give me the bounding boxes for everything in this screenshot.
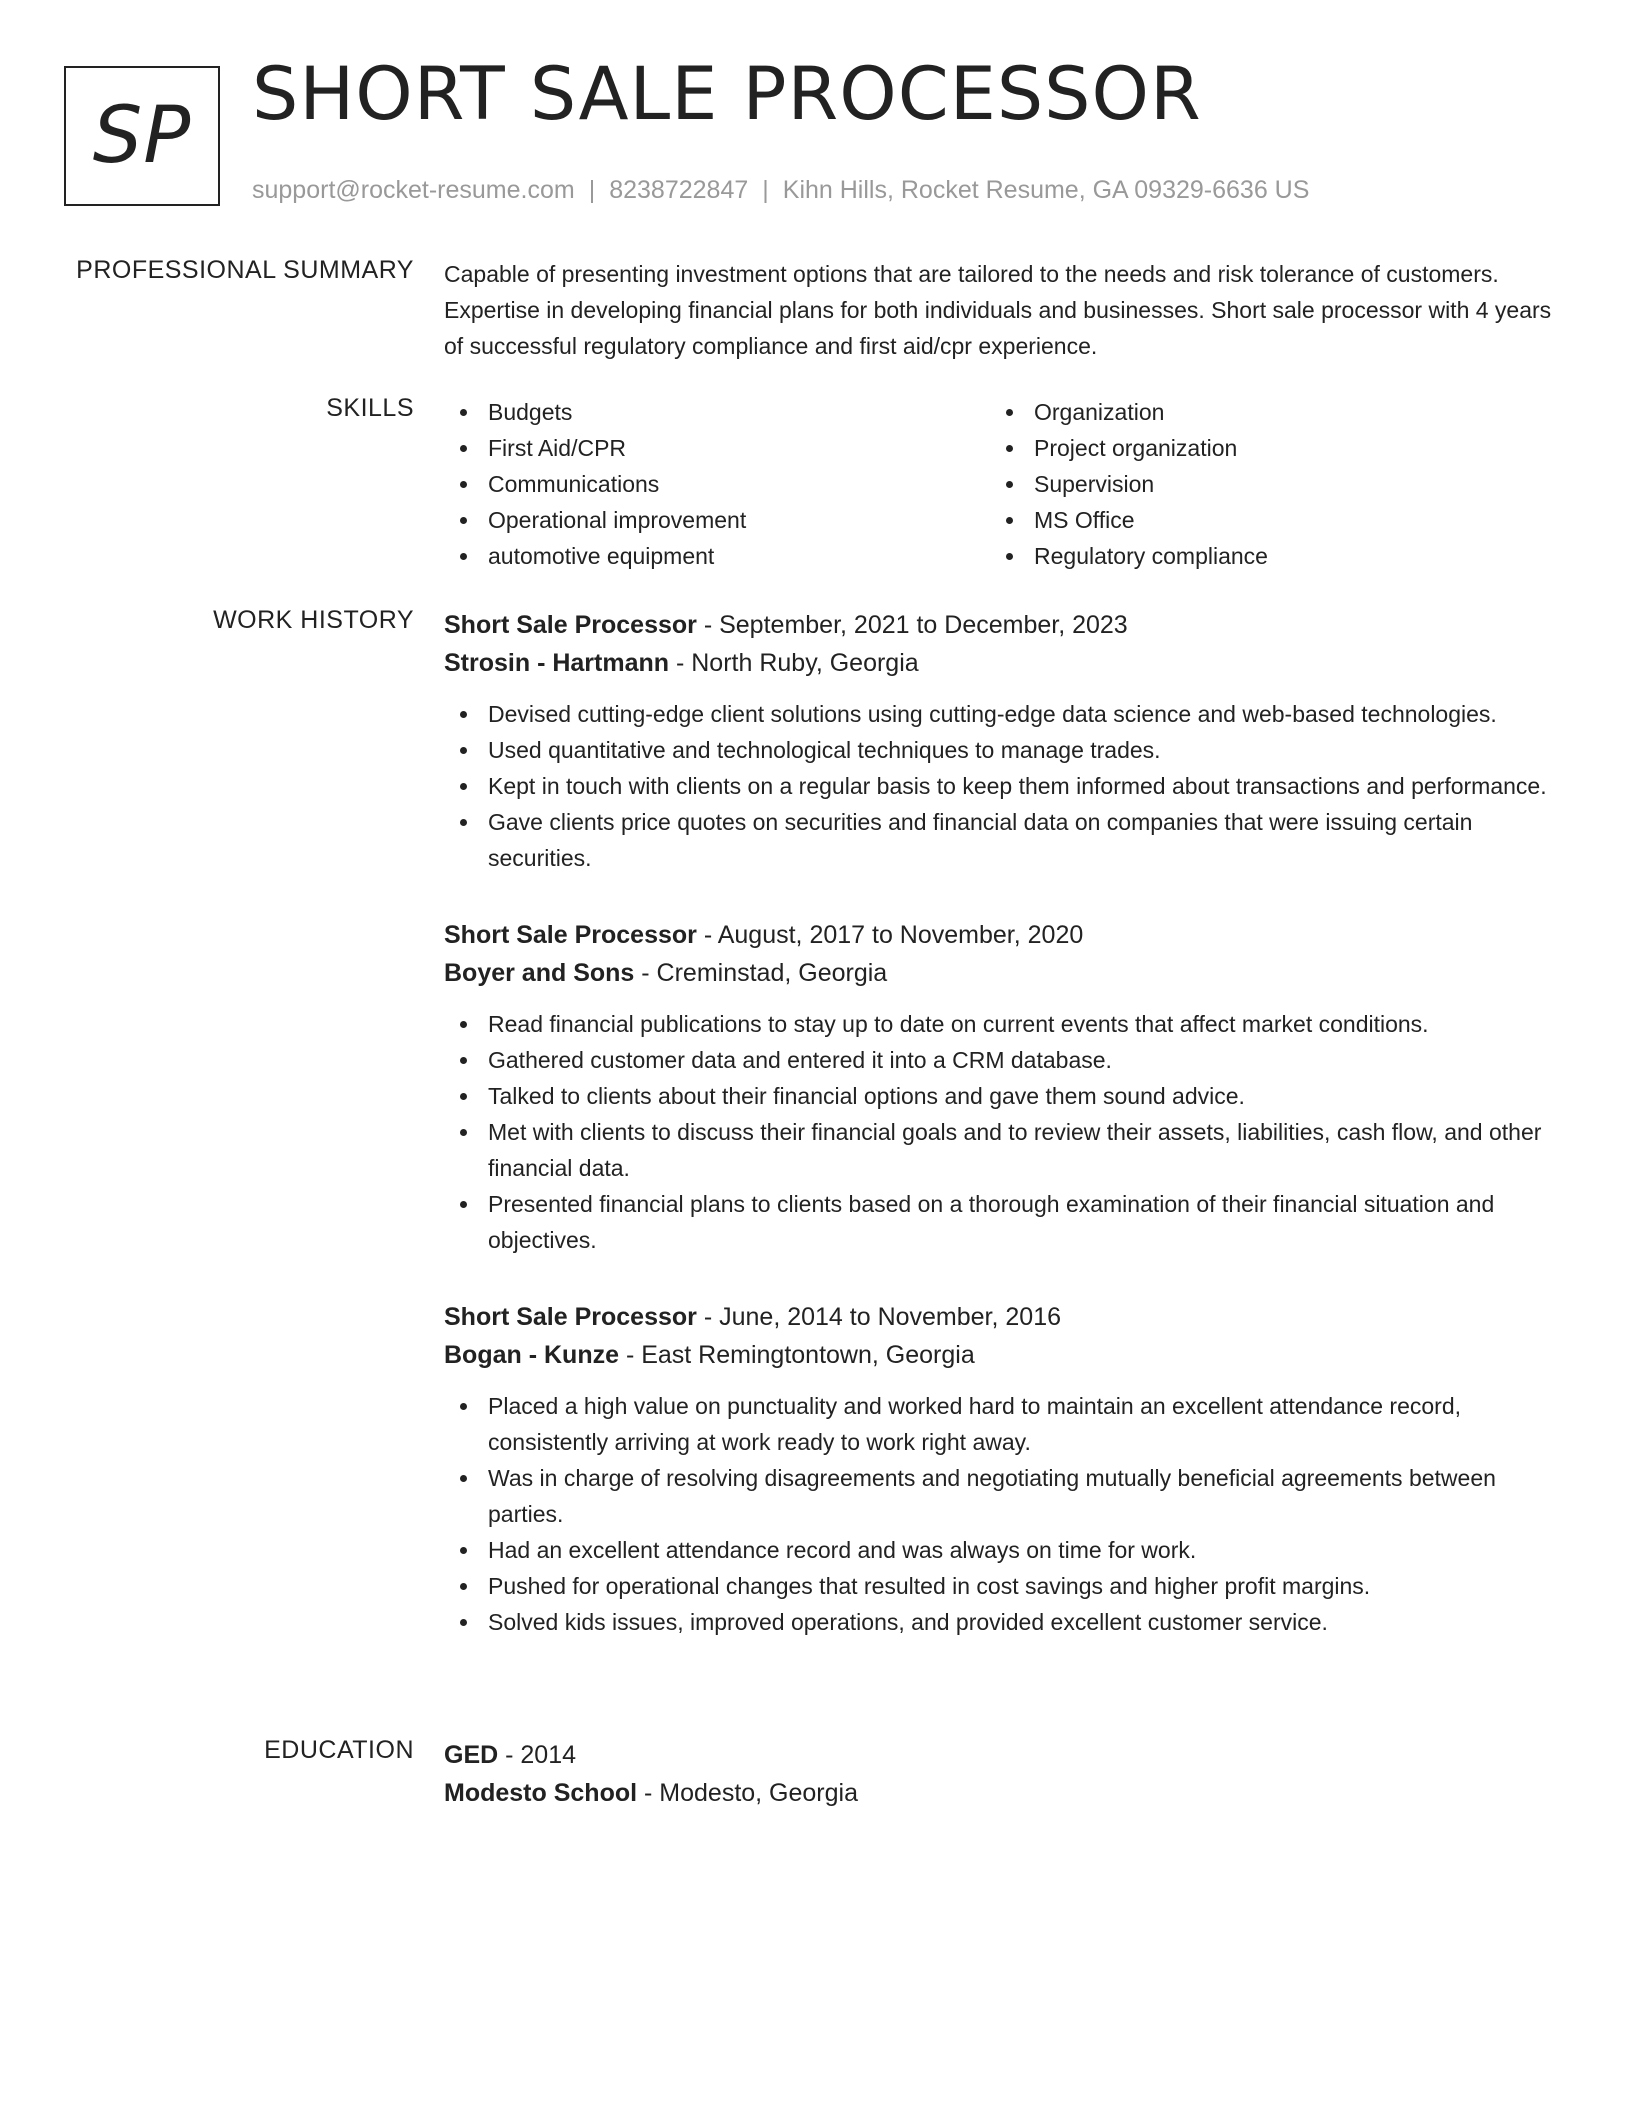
summary-label: PROFESSIONAL SUMMARY [76,256,414,284]
job-bullets [444,696,1564,876]
summary-text: Capable of presenting investment options that are tailored to the needs and risk tolerance of customers. Expertise in developing financial plans for both individuals and businesses. Short sale processor with 4 years of successful regulatory compliance and first aid/cpr experience. [444,261,1552,359]
job-company-line [444,1336,1564,1374]
job-company: Bogan - Kunze [444,1341,619,1369]
skill-item: Communications [444,466,990,502]
job-title-line [444,1298,1564,1336]
education-degree-line [444,1736,1564,1774]
education-label: EDUCATION [264,1736,414,1764]
job-bullet: Met with clients to discuss their financial goals and to review their assets, liabilities, cash flow, and other financial data. [444,1114,1564,1186]
job-location: - East Remingtontown, Georgia [619,1341,975,1369]
contact-phone: 8238722847 [609,176,749,204]
job-bullet: Talked to clients about their financial options and gave them sound advice. [444,1078,1564,1114]
job-bullet: Solved kids issues, improved operations, and provided excellent customer service. [444,1604,1564,1640]
contact-separator: | [762,176,769,204]
contact-email: support@rocket-resume.com [252,176,575,204]
contact-separator: | [588,176,596,204]
job-bullet: Devised cutting-edge client solutions using cutting-edge data science and web-based technologies. [444,696,1564,732]
skill-item: Regulatory compliance [990,538,1536,574]
job-dates: - August, 2017 to November, 2020 [696,921,1084,949]
job-bullet: Presented financial plans to clients based on a thorough examination of their financial situation and objectives. [444,1186,1564,1258]
skill-item: MS Office [990,502,1536,538]
skills-label: SKILLS [326,394,414,422]
education-location: - Modesto, Georgia [637,1779,858,1807]
job-title: Short Sale Processor [444,611,697,639]
skill-item: Organization [990,394,1536,430]
job-company: Strosin - Hartmann [444,649,670,677]
skills-column-1 [444,394,990,574]
job-bullet: Read financial publications to stay up to date on current events that affect market conditions. [444,1006,1564,1042]
job-title-line [444,916,1564,954]
job-bullet: Used quantitative and technological techniques to manage trades. [444,732,1564,768]
skills-list [444,394,1564,574]
summary-body [444,256,1564,364]
contact-address: Kihn Hills, Rocket Resume, GA 09329-6636 US [782,176,1310,204]
job-bullet: Pushed for operational changes that resulted in cost savings and higher profit margins. [444,1568,1564,1604]
job-bullets [444,1388,1564,1640]
job-dates: - June, 2014 to November, 2016 [696,1303,1062,1331]
skills-column-2 [990,394,1536,574]
job-dates: - September, 2021 to December, 2023 [696,611,1128,639]
job-title: Short Sale Processor [444,1303,697,1331]
job-bullets [444,1006,1564,1258]
skill-item: First Aid/CPR [444,430,990,466]
monogram: SP [64,66,220,206]
work-history-label: WORK HISTORY [213,606,414,634]
job-entry [444,1298,1564,1640]
skill-item: Operational improvement [444,502,990,538]
job-title: Short Sale Processor [444,921,697,949]
job-company-line [444,644,1564,682]
education-school-line [444,1774,1564,1812]
job-bullet: Gathered customer data and entered it into a CRM database. [444,1042,1564,1078]
job-company-line [444,954,1564,992]
job-location: - North Ruby, Georgia [669,649,919,677]
job-bullet: Was in charge of resolving disagreements and negotiating mutually beneficial agreements between parties. [444,1460,1564,1532]
job-bullet: Had an excellent attendance record and was always on time for work. [444,1532,1564,1568]
job-bullet: Placed a high value on punctuality and worked hard to maintain an excellent attendance record, consistently arriving at work ready to work right away. [444,1388,1564,1460]
job-company: Boyer and Sons [444,959,635,987]
education-year: - 2014 [498,1741,577,1769]
job-entry [444,606,1564,876]
skill-item: Budgets [444,394,990,430]
job-bullet: Gave clients price quotes on securities and financial data on companies that were issuing certain securities. [444,804,1564,876]
job-title-line [444,606,1564,644]
job-bullet: Kept in touch with clients on a regular basis to keep them informed about transactions and performance. [444,768,1564,804]
skill-item: automotive equipment [444,538,990,574]
work-history-body [444,606,1564,1680]
job-location: - Creminstad, Georgia [634,959,888,987]
page-title: SHORT SALE PROCESSOR [252,52,1202,137]
skill-item: Project organization [990,430,1536,466]
education-degree: GED [444,1741,499,1769]
job-entry [444,916,1564,1258]
contact-line [252,176,1309,205]
education-body [444,1736,1564,1812]
skill-item: Supervision [990,466,1536,502]
education-school: Modesto School [444,1779,638,1807]
